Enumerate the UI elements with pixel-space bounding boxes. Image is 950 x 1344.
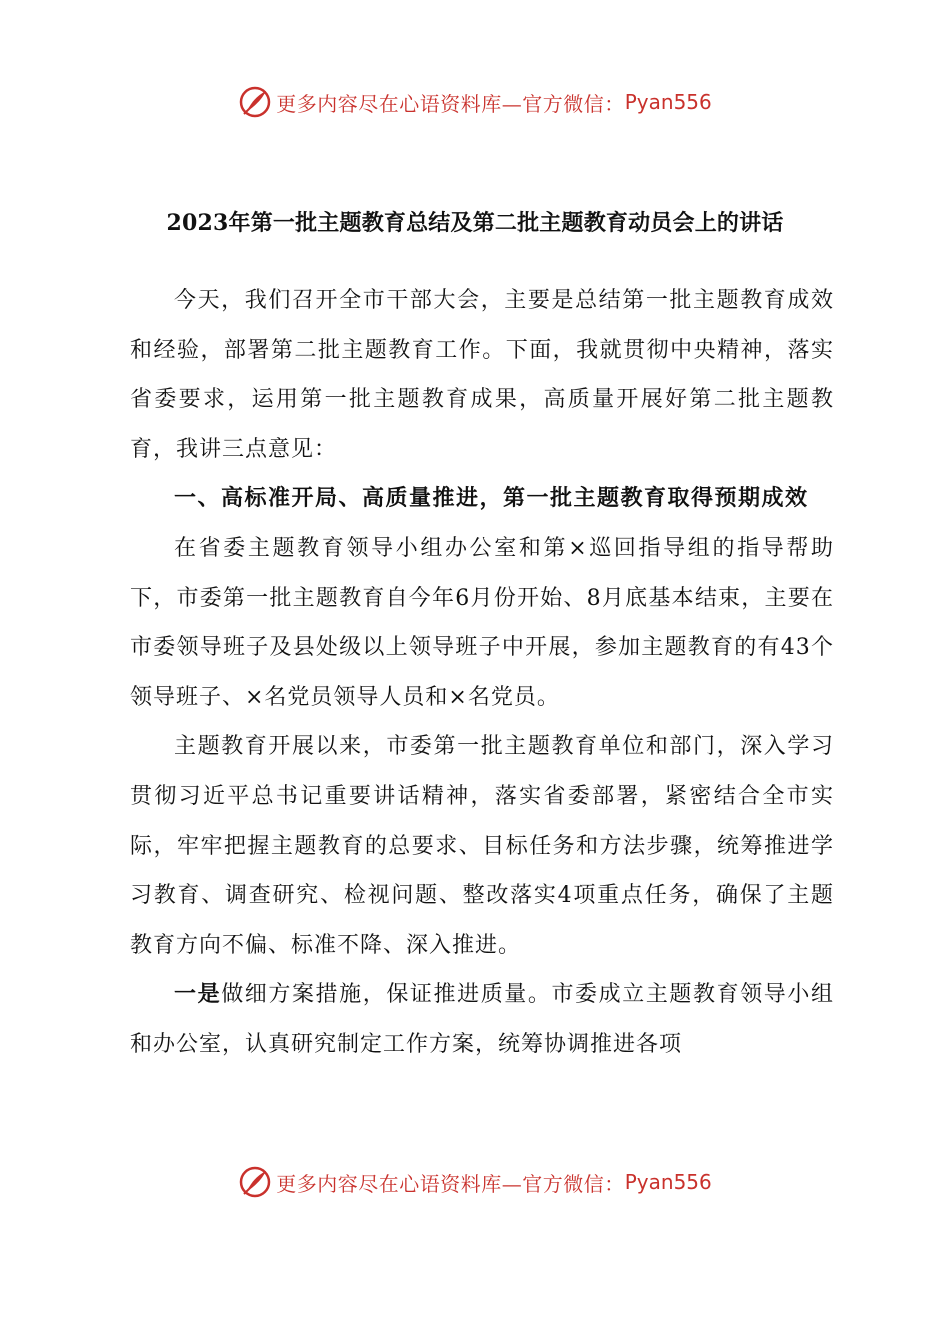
paragraph-intro: 今天，我们召开全市干部大会，主要是总结第一批主题教育成效和经验，部署第二批主题教育工作。下面，我就贯彻中央精神，落实省委要求，运用第一批主题教育成果，高质量开展好第二批主题教育，我讲三点意见： <box>130 288 834 462</box>
footer-banner <box>0 1162 950 1202</box>
banner-text: 更多内容尽在心语资料库—官方微信： <box>276 1171 625 1196</box>
banner-text: 更多内容尽在心语资料库—官方微信： <box>276 91 625 116</box>
header-banner <box>0 82 950 122</box>
paragraph-background: 在省委主题教育领导小组办公室和第×巡回指导组的指导帮助下，市委第一批主题教育自今年6月份开始、8月底基本结束，主要在市委领导班子及县处级以上领导班子中开展，参加主题教育的有43个领导班子、×名党员领导人员和×名党员。 <box>130 535 834 710</box>
paragraph-progress: 主题教育开展以来，市委第一批主题教育单位和部门，深入学习贯彻习近平总书记重要讲话精神，落实省委部署，紧密结合全市实际，牢牢把握主题教育的总要求、目标任务和方法步骤，统筹推进学习教育、调查研究、检视问题、整改落实4项重点任务，确保了主题教育方向不偏、标准不降、深入推进。 <box>130 734 834 958</box>
paragraph-point-one <box>130 970 834 1069</box>
section-heading-1: 一、高标准开局、高质量推进，第一批主题教育取得预期成效 <box>174 485 809 512</box>
point-one-lead: 一是 <box>174 981 222 1008</box>
point-one-text: 做细方案措施，保证推进质量。市委成立主题教育领导小组和办公室，认真研究制定工作方案，统筹协调推进各项 <box>130 982 834 1057</box>
document-title: 2023年第一批主题教育总结及第二批主题教育动员会上的讲话 <box>166 210 784 236</box>
document-body <box>130 276 834 1070</box>
banner-wechat-id: Pyan556 <box>624 90 712 114</box>
quill-logo-icon <box>238 1165 272 1199</box>
quill-logo-icon <box>238 85 272 119</box>
banner-wechat-id: Pyan556 <box>624 1170 712 1194</box>
